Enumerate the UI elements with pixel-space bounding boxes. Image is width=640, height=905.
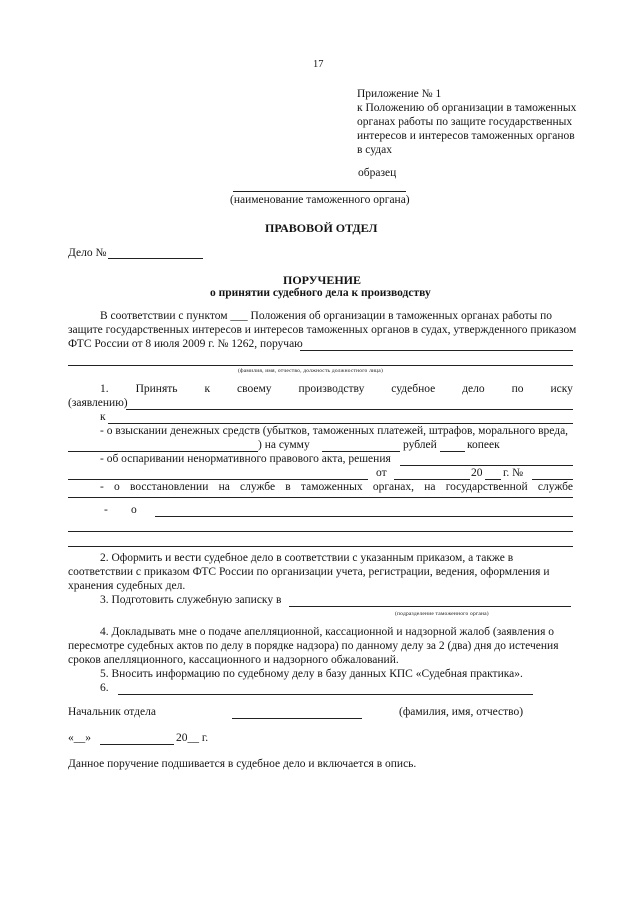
other-dash: - — [104, 504, 108, 516]
amount-rub-line — [322, 451, 400, 452]
reinstatement-word: службе — [240, 481, 276, 493]
reinstatement-word: на — [424, 481, 436, 493]
year-label: 20 — [471, 467, 483, 479]
item1-first-line — [100, 384, 573, 396]
intro-fill-line — [300, 350, 573, 351]
customs-body-caption: (наименование таможенного органа) — [230, 194, 410, 206]
dispute-text: - об оспаривании ненормативного правового акта, решения — [100, 453, 391, 465]
date-year: 20__ г. — [176, 732, 209, 744]
reinstatement-word: восстановлении — [130, 481, 209, 493]
appendix-line-4: интересов и интересов таможенных органов — [357, 130, 575, 142]
item6-fill-line — [118, 694, 533, 695]
item4-line-2: пересмотре судебных актов по делу в порядке надзора) по данному делу за 2 (два) дня до истечения — [68, 640, 559, 652]
item6-label: 6. — [100, 682, 109, 694]
act-number-line — [532, 479, 573, 480]
reinstatement-word: о — [114, 481, 120, 493]
reinstatement-word: государственной — [445, 481, 528, 493]
year-number-label: г. № — [503, 467, 524, 479]
item3-fill-line — [289, 606, 571, 607]
item1-word: дело — [462, 383, 485, 395]
signature-line — [232, 718, 362, 719]
item1-word: Принять — [135, 383, 178, 395]
item4-line-3: сроков апелляционного, кассационного и надзорного обжалований. — [68, 654, 399, 666]
person-line — [68, 365, 573, 366]
item5-text: 5. Вносить информацию по судебному делу в базу данных КПС «Судебная практика». — [100, 668, 523, 680]
reinstatement-line — [100, 482, 573, 494]
reinstatement-word: службе — [537, 481, 573, 493]
item1-word: производству — [298, 383, 365, 395]
intro-line-2: защите государственных интересов и интересов таможенных органов в судах, утвержденного приказом — [68, 324, 577, 336]
date-month-line — [100, 744, 174, 745]
amount-kop-line — [440, 451, 465, 452]
person-caption: (фамилия, имя, отчество, должность должностного лица) — [238, 368, 383, 374]
item3-caption: (подразделение таможенного органа) — [395, 611, 489, 617]
reinstatement-word: - — [100, 481, 104, 493]
item1-word: своему — [237, 383, 272, 395]
act-date-line — [394, 479, 470, 480]
rub-label: рублей — [403, 439, 437, 451]
claim-line — [126, 409, 573, 410]
item1-word: иску — [550, 383, 573, 395]
kop-label: копеек — [467, 439, 500, 451]
item3-text: 3. Подготовить служебную записку в — [100, 594, 282, 606]
appendix-line-2: к Положению об организации в таможенных — [357, 102, 577, 114]
item2-line-1: 2. Оформить и вести судебное дело в соответствии с указанным приказом, а также в — [100, 552, 514, 564]
appendix-line-1: Приложение № 1 — [357, 88, 442, 100]
reinstatement-word: в — [285, 481, 291, 493]
case-number-line — [108, 258, 203, 259]
item4-line-1: 4. Докладывать мне о подаче апелляционной, кассационной и надзорной жалоб (заявления о — [100, 626, 554, 638]
other-o: о — [131, 504, 137, 516]
head-of-department-label: Начальник отдела — [68, 706, 156, 718]
footer-note: Данное поручение подшивается в судебное дело и включается в опись. — [68, 758, 417, 770]
page-number: 17 — [313, 59, 324, 70]
item1-word: 1. — [100, 383, 109, 395]
item2-line-3: хранения судебных дел. — [68, 580, 186, 592]
document-subtitle: о принятии судебного дела к производству — [210, 287, 431, 299]
other-fill-line-1 — [155, 516, 573, 517]
defendant-label: к — [100, 411, 106, 423]
claim-label: (заявлению) — [68, 397, 128, 409]
sample-label: образец — [358, 167, 397, 179]
item2-line-2: соответствии с приказом ФТС России по организации учета, регистрации, ведения, оформления и — [68, 566, 550, 578]
reinstatement-word: органах, — [372, 481, 415, 493]
act-year-line — [485, 479, 501, 480]
recovery-text: - о взыскании денежных средств (убытков, таможенных платежей, штрафов, морального вреда, — [100, 425, 569, 437]
item1-word: судебное — [391, 383, 436, 395]
appendix-line-5: в судах — [357, 144, 392, 156]
intro-line-3: ФТС России от 8 июля 2009 г. № 1262, поручаю — [68, 338, 303, 350]
defendant-line — [108, 423, 573, 424]
other-fill-line-3 — [68, 546, 573, 547]
date-day: «__» — [68, 732, 91, 744]
appendix-line-3: органах работы по защите государственных — [357, 116, 573, 128]
item1-word: к — [204, 383, 211, 395]
reinstatement-word: таможенных — [300, 481, 363, 493]
dispute-fill-line — [400, 465, 573, 466]
act-fill-line — [68, 479, 368, 480]
document-title: ПОРУЧЕНИЕ — [283, 273, 361, 287]
name-caption: (фамилия, имя, отчество) — [399, 706, 524, 718]
customs-body-line — [233, 191, 406, 192]
from-label: от — [376, 467, 387, 479]
department-heading: ПРАВОВОЙ ОТДЕЛ — [265, 221, 378, 235]
case-number-label: Дело № — [68, 247, 107, 259]
other-fill-line-2 — [68, 531, 573, 532]
reinstatement-fill-line — [68, 497, 573, 498]
recovery-fill-line — [68, 451, 258, 452]
amount-label: ) на сумму — [258, 439, 310, 451]
reinstatement-word: на — [218, 481, 230, 493]
item1-word: по — [511, 383, 524, 395]
intro-line-1: В соответствии с пунктом ___ Положения об организации в таможенных органах работы по — [100, 310, 553, 322]
